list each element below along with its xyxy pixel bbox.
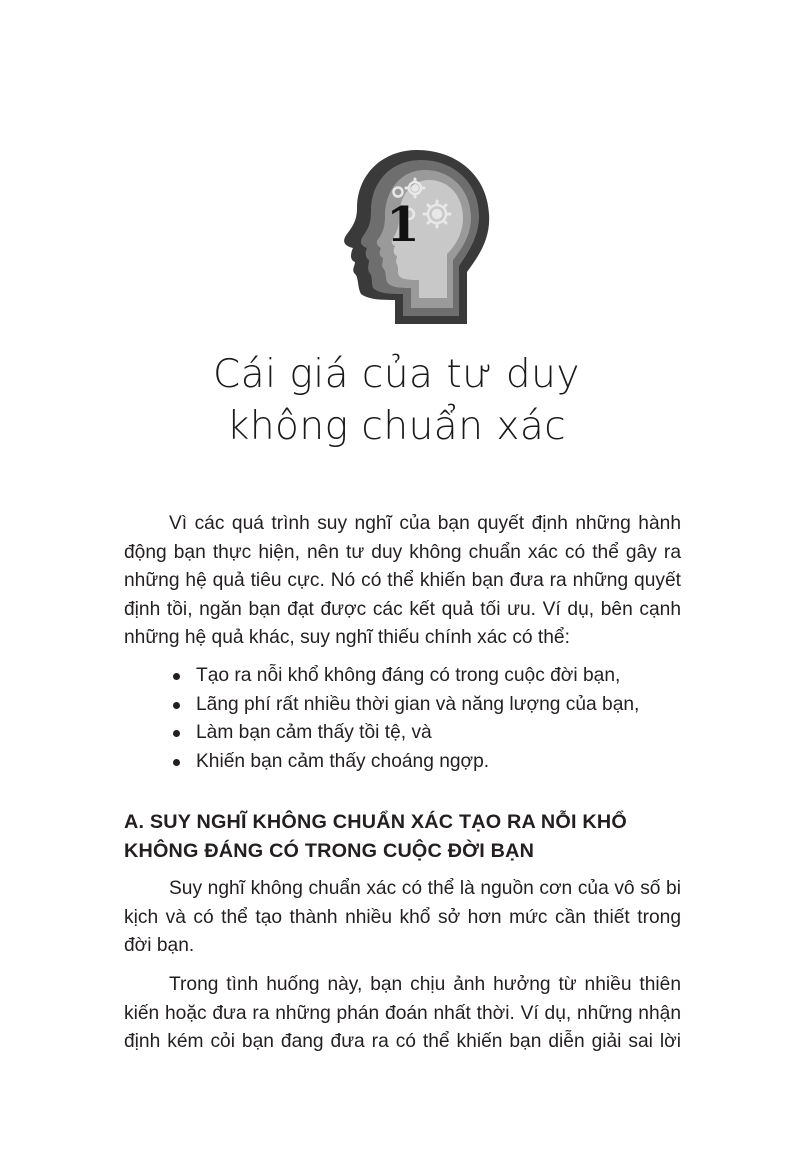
section-heading-line-1: A. SUY NGHĨ KHÔNG CHUẨN XÁC TẠO RA NỖI KHỔ (124, 811, 627, 833)
paragraph-line: những hệ quả khác, suy nghĩ thiếu chính xác có thể: (124, 627, 570, 648)
paragraph-line: Trong tình huống này, bạn chịu ảnh hưởng từ nhiều thiên (169, 974, 681, 995)
list-item-text: Tạo ra nỗi khổ không đáng có trong cuộc đời bạn, (196, 665, 621, 686)
paragraph-line: những hệ quả tiêu cực. Nó có thể khiến bạn đưa ra những quyết (124, 570, 681, 591)
list-item (170, 719, 690, 748)
paragraph-line: kịch và có thể tạo thành nhiều khổ sở hơn mức cần thiết trong (124, 906, 681, 928)
bullet-icon (173, 673, 180, 680)
chapter-title-line-1: Cái giá của tư duy (213, 352, 580, 397)
paragraph-line: định tồi, ngăn bạn đạt được các kết quả tối ưu. Ví dụ, bên cạnh (124, 598, 681, 620)
list-item (170, 691, 690, 720)
section-heading (124, 808, 684, 865)
paragraph-3 (124, 971, 681, 1057)
paragraph-line: Vì các quá trình suy nghĩ của bạn quyết định những hành (169, 513, 681, 534)
bullet-icon (173, 730, 180, 737)
intro-paragraph (124, 510, 681, 653)
section-heading-line-2: KHÔNG ĐÁNG CÓ TRONG CUỘC ĐỜI BẠN (124, 839, 535, 862)
bullet-icon (173, 759, 180, 766)
list-item-text: Làm bạn cảm thấy tồi tệ, và (196, 722, 432, 743)
bullet-icon (173, 702, 180, 709)
paragraph-line: định kém cỏi bạn đang đưa ra có thể khiến bạn diễn giải sai lời (124, 1031, 681, 1052)
paragraph-line: Suy nghĩ không chuẩn xác có thể là nguồn cơn của vô số bi (169, 878, 681, 899)
paragraph-line: kiến hoặc đưa ra những phán đoán nhất thời. Ví dụ, những nhận (124, 1002, 681, 1024)
paragraph-line: đời bạn. (124, 935, 195, 956)
chapter-title-line-2: không chuẩn xác (226, 404, 567, 449)
list-item-text: Lãng phí rất nhiều thời gian và năng lượng của bạn, (196, 693, 640, 715)
list-item (170, 662, 690, 691)
paragraph-line: động bạn thực hiện, nên tư duy không chuẩn xác có thể gây ra (124, 541, 681, 563)
list-item (170, 748, 690, 777)
bullet-list (170, 662, 690, 776)
chapter-number: 1 (386, 197, 420, 253)
paragraph-2 (124, 875, 681, 961)
list-item-text: Khiến bạn cảm thấy choáng ngợp. (196, 750, 490, 772)
